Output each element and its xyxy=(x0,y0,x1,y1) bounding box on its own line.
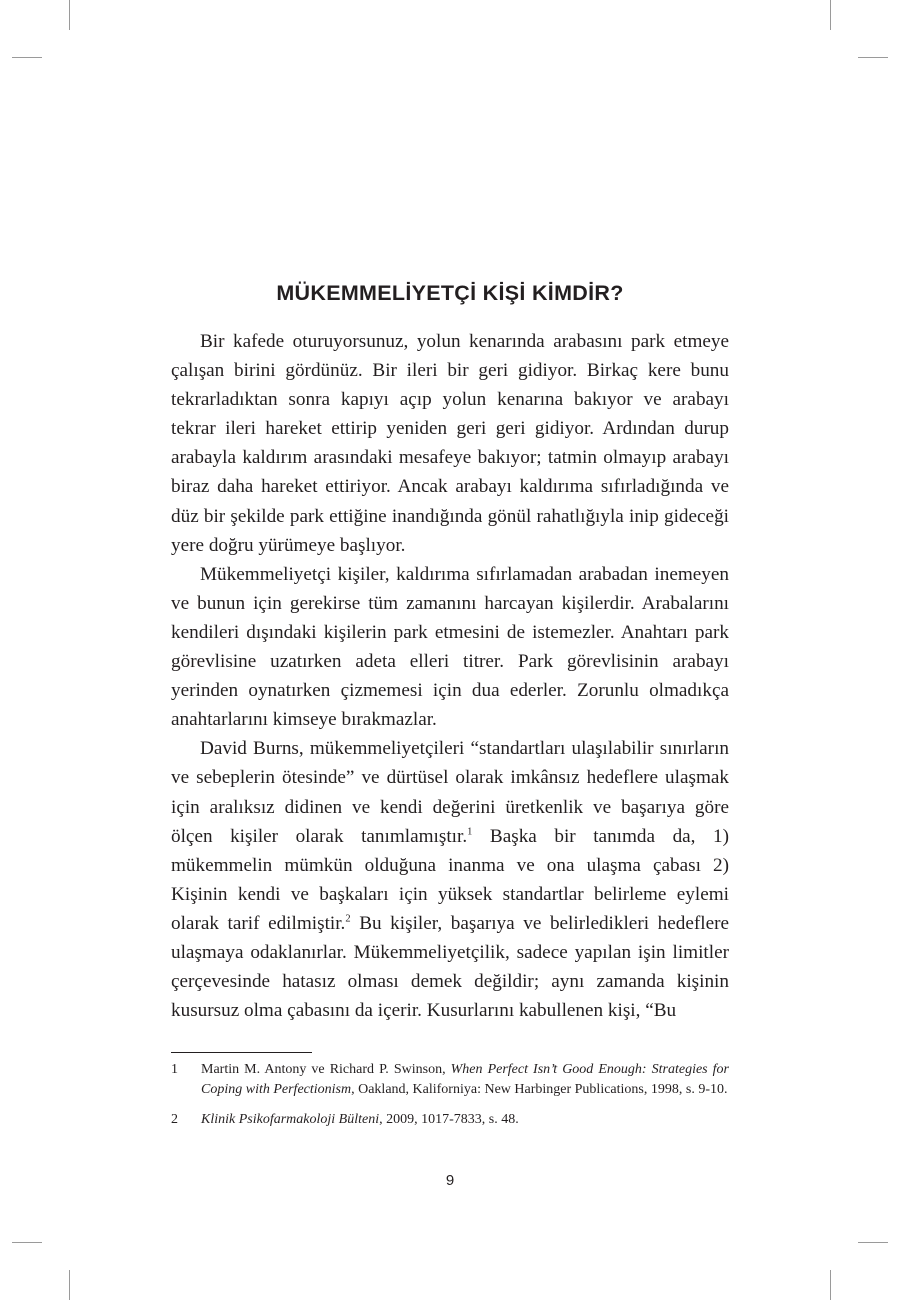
crop-mark-bottom-right xyxy=(830,1270,831,1300)
crop-mark-top-left-h xyxy=(12,57,42,58)
paragraph-3-part-2: Başka bir tanımda da, 1) mükemmelin mümkün olduğuna inanma ve ona ulaşma çabası 2) Kişinin kendi ve başkaları için yüksek standartlar belirleme eylemi olarak tarif edilmiştir. xyxy=(171,825,729,934)
paragraph-3-part-3: Bu kişiler, başarıya ve belirledikleri hedeflere ulaşmaya odaklanırlar. Mükemmeliyetçilik, sadece yapılan işin limitler çerçevesinde hatasız olması demek değildir; aynı zamanda kişinin kusursuz olma çabasını da içerir. Kusurlarını kabullenen kişi, “Bu xyxy=(171,912,729,1022)
footnotes xyxy=(171,1060,729,1140)
footnote-1-number: 1 xyxy=(171,1062,178,1077)
paragraph-2: Mükemmeliyetçi kişiler, kaldırıma sıfırlamadan arabadan inemeyen ve bunun için gerekirse tüm zamanını harcayan kişilerdir. Arabalarını kendileri dışındaki kişilerin park etmesini de istemezler. Anahtarı park görevlisine uzatırken adeta elleri titrer. Park görevlisinin arabayı yerinden oynatırken çizmemesi için dua ederler. Zorunlu olmadıkça anahtarlarını kimseye bırakmazlar. xyxy=(171,563,729,731)
page-number: 9 xyxy=(445,1172,455,1189)
footnote-divider xyxy=(171,1052,312,1053)
footnote-1 xyxy=(171,1060,729,1100)
footnote-2-rest: , 2009, 1017-7833, s. 48. xyxy=(379,1112,519,1127)
footnote-1-authors: Martin M. Antony ve Richard P. Swinson, xyxy=(201,1062,451,1077)
paragraph-3 xyxy=(171,734,729,1025)
footnote-2 xyxy=(171,1110,729,1130)
chapter-title: MÜKEMMELİYETÇİ KİŞİ KİMDİR? xyxy=(276,281,624,305)
crop-mark-bottom-left xyxy=(69,1270,70,1300)
crop-mark-bottom-right-h xyxy=(858,1242,888,1243)
footnote-1-rest: , Oakland, Kaliforniya: New Harbinger Publications, 1998, s. 9-10. xyxy=(351,1082,728,1097)
body-text xyxy=(171,327,729,1025)
footnote-2-number: 2 xyxy=(171,1112,178,1127)
paragraph-3-part-1: David Burns, mükemmeliyetçileri “standartları ulaşılabilir sınırların ve sebeplerin ötesinde” ve dürtüsel olarak imkânsız hedeflere ulaşmak için aralıksız didinen ve kendi değerini üretkenlik ve başarıya göre ölçen kişiler olarak tanımlamıştır. xyxy=(171,738,729,847)
paragraph-1: Bir kafede oturuyorsunuz, yolun kenarında arabasını park etmeye çalışan birini gördünüz. Bir ileri bir geri gidiyor. Birkaç kere bunu tekrarladıktan sonra kapıyı açıp yolun kenarına bakıyor ve arabayı tekrar ileri hareket ettirip yeniden geri geri gidiyor. Ardından durup arabayla kaldırım arasındaki mesafeye bakıyor; tatmin olmayıp arabayı biraz daha hareket ettiriyor. Ancak arabayı kaldırıma sıfırladığında ve düz bir şekilde park ettiğine inandığında gönül rahatlığıyla inip gideceği yere doğru yürümeye başlıyor. xyxy=(171,331,729,556)
footnote-1-book-title: When Perfect Isn’t Good Enough: Strategies for Coping with Perfectionism xyxy=(201,1062,730,1097)
crop-mark-top-right xyxy=(830,0,831,30)
crop-mark-top-left xyxy=(69,0,70,30)
footnote-ref-1: 1 xyxy=(467,826,473,838)
crop-mark-top-right-h xyxy=(858,57,888,58)
crop-mark-bottom-left-h xyxy=(12,1242,42,1243)
footnote-ref-2: 2 xyxy=(345,913,351,925)
footnote-2-journal: Klinik Psikofarmakoloji Bülteni xyxy=(201,1112,380,1127)
